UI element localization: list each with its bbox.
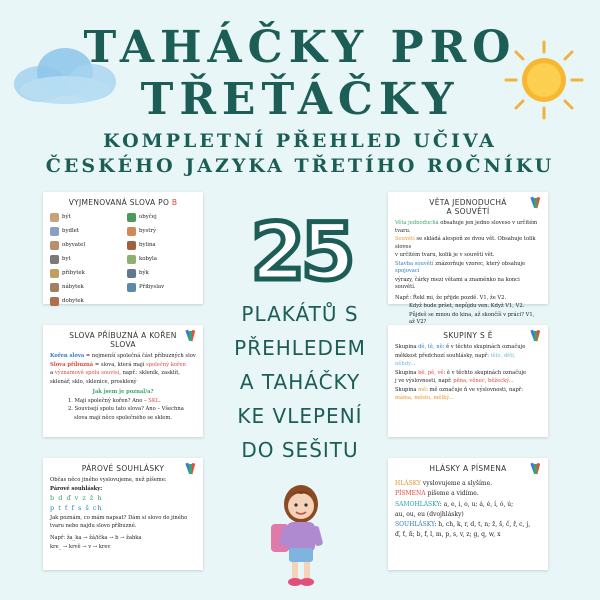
word-list: [50, 211, 196, 307]
title-line-2: TŘEŤÁČKY: [140, 74, 460, 125]
word-item: [127, 225, 196, 237]
word-text: bydlet: [62, 228, 80, 234]
word-item: [127, 267, 196, 279]
word-text: bystrý: [139, 228, 157, 234]
center-line-3: A TAHÁČKY: [239, 370, 361, 394]
subtitle-line-1: KOMPLETNÍ PŘEHLED UČIVA: [103, 130, 497, 152]
word-item: [127, 253, 196, 265]
card-title: HLÁSKY A PÍSMENA: [429, 464, 507, 473]
word-text: dobytek: [62, 298, 84, 304]
pencils-icon: [529, 329, 543, 343]
word-text: příbytek: [62, 270, 85, 276]
word-text: nábytek: [62, 284, 84, 290]
word-item: [50, 281, 119, 293]
word-item: [127, 295, 196, 307]
word-picture-icon: [50, 241, 59, 250]
word-item: [50, 239, 119, 251]
pencils-icon: [184, 462, 198, 476]
word-text: býk: [139, 270, 149, 276]
word-picture-icon: [127, 283, 136, 292]
word-picture-icon: [50, 269, 59, 278]
word-item: [50, 253, 119, 265]
word-picture-icon: [127, 297, 136, 306]
word-picture-icon: [127, 241, 136, 250]
word-picture-icon: [127, 255, 136, 264]
word-item: [50, 295, 119, 307]
word-picture-icon: [127, 227, 136, 236]
card-veta-jednoducha: VĚTA JEDNODUCHÁ A SOUVĚTÍ Věta jednoduchá obsahuje jen jedno sloveso v určitém tvaru. Souvětí se skládá alespoň ze dvou vět. Obsahuje tolik sloves v určitém tvaru, kolik je v souvětí vět. Stavba souvětí znázorňuje vzorec, který obsahuje spojovací výrazy, čárky mezi větami a znaménko na konci souvětí. Např.: Řekl mi, že přijde pozdě. V1, že V2. Když bude pršet, nepůjdu ven. Když V1, V2. Půjdeš se mnou do kina, až skončíš v práci? V1, až V2?: [388, 192, 548, 304]
word-text: být: [62, 214, 71, 220]
card-slova-pribuzna: SLOVA PŘÍBUZNÁ A KOŘEN SLOVA Kořen slova = nejmenší společná část příbuzných slov Slova příbuzná = slova, která mají společný kořen a významově spolu souvisí, např.: skleník, zasklít, sklenář, sklo, sklenice, prosklený Jak jsem je poznal/a? 1. Mají společný kořen? Ano – SKL. 2. Souvisejí spolu tato slova? Ano – Všechna slova mají něco společného se sklem.: [43, 325, 203, 437]
word-item: [127, 239, 196, 251]
card-title: VYJMENOVANÁ SLOVA PO B: [68, 198, 178, 207]
word-text: byt: [62, 256, 71, 262]
card-skupiny-se: SKUPINY S Ě Skupina dě, tě, ně: ě v těchto skupinách označuje měkkost předchozí souhlásky, např: tělo, děti, něhdy... Skupina bě, pě, vě: ě v těchto skupinách označuje j ve výslovnosti, např. pěna, věnec, běžecký... Skupina mě: mě označuje ň ve výslovnosti, např: máma, město, mělký...: [388, 325, 548, 437]
card-title: PÁROVÉ SOUHLÁSKY: [81, 464, 165, 473]
word-item: [50, 211, 119, 223]
word-picture-icon: [50, 227, 59, 236]
card-title: VĚTA JEDNODUCHÁ A SOUVĚTÍ: [429, 198, 507, 216]
word-picture-icon: [50, 213, 59, 222]
title-line-1: TAHÁČKY PRO: [83, 22, 517, 73]
card-hlasky-a-pismena: HLÁSKY A PÍSMENA HLÁSKY vyslovujeme a slyšíme. PÍSMENA píšeme a vidíme. SAMOHLÁSKY: a, e, i, o, u; á, é, í, ó, ú; au, ou, eu (dvojhlásky) SOUHLÁSKY: h, ch, k, r, d, t, n; ž, š, č, ř, c, j, ď, ť, ň; b, f, l, m, p, s, v, z; g, q, w, x: [388, 458, 548, 570]
word-text: obyčej: [139, 214, 157, 220]
pencils-icon: [529, 462, 543, 476]
center-line-5: DO SEŠITU: [241, 438, 359, 462]
word-item: [127, 281, 196, 293]
word-picture-icon: [127, 269, 136, 278]
card-title: SKUPINY S Ě: [443, 331, 493, 340]
pencils-icon: [529, 196, 543, 210]
center-line-1: PLAKÁTŮ S: [241, 302, 359, 326]
subtitle-line-2: ČESKÉHO JAZYKA TŘETÍHO ROČNÍKU: [45, 155, 555, 177]
center-line-2: PŘEHLEDEM: [234, 336, 366, 360]
poster-count: 25: [250, 208, 352, 298]
word-picture-icon: [127, 213, 136, 222]
word-picture-icon: [50, 297, 59, 306]
schoolgirl-illustration: [265, 482, 335, 594]
card-parove-souhlasky: PÁROVÉ SOUHLÁSKY Občas něco jiného vyslovujeme, než píšeme: Párové souhlásky: b d ď v z ž h p t ť f s š ch Jak poznám, co mám napsat? Dám si slovo do jiného tvaru nebo najdu slovo příbuzné. Např: ža_ka → žá/ička → b → žabka kre_ → krvě → v → krev: [43, 458, 203, 570]
center-line-4: KE VLEPENÍ: [237, 404, 363, 428]
card-title: SLOVA PŘÍBUZNÁ A KOŘEN SLOVA: [69, 331, 177, 349]
word-text: kobyla: [139, 256, 157, 262]
word-item: [127, 211, 196, 223]
word-item: [50, 267, 119, 279]
word-picture-icon: [50, 283, 59, 292]
card-vyjmenovana-slova: [43, 192, 203, 304]
word-text: obyvatel: [62, 242, 86, 248]
pencils-icon: [184, 329, 198, 343]
word-item: [50, 225, 119, 237]
word-text: Přibyslav: [139, 284, 165, 290]
word-picture-icon: [50, 255, 59, 264]
word-text: bylina: [139, 242, 156, 248]
